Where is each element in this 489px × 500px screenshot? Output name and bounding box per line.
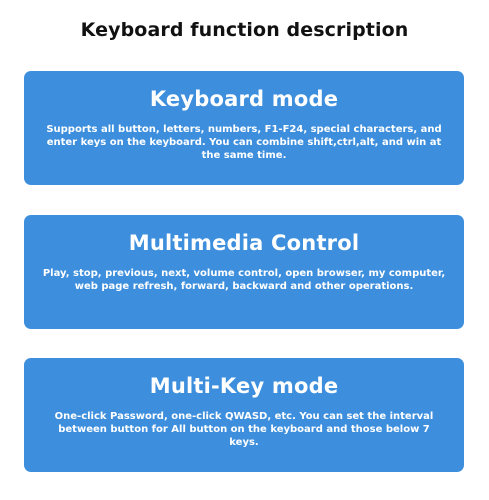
- card-description: One-click Password, one-click QWASD, etc. You can set the interval between button for All button on the keyboard and those below 7 keys.: [54, 411, 434, 448]
- card-multimedia-control: [24, 215, 464, 329]
- card-multi-key-mode: [24, 358, 464, 472]
- card-description: Play, stop, previous, next, volume control, open browser, my computer, web page refresh, forward, backward and other operations.: [42, 268, 446, 292]
- card-keyboard-mode: [24, 71, 464, 185]
- card-title: Multimedia Control: [128, 231, 360, 255]
- card-description: Supports all button, letters, numbers, F1-F24, special characters, and enter keys on the keyboard. You can combine shift,ctrl,alt, and win at the same time.: [46, 124, 442, 161]
- card-title: Multi-Key mode: [149, 374, 339, 398]
- card-title: Keyboard mode: [149, 87, 339, 111]
- page-title: Keyboard function description: [80, 19, 409, 41]
